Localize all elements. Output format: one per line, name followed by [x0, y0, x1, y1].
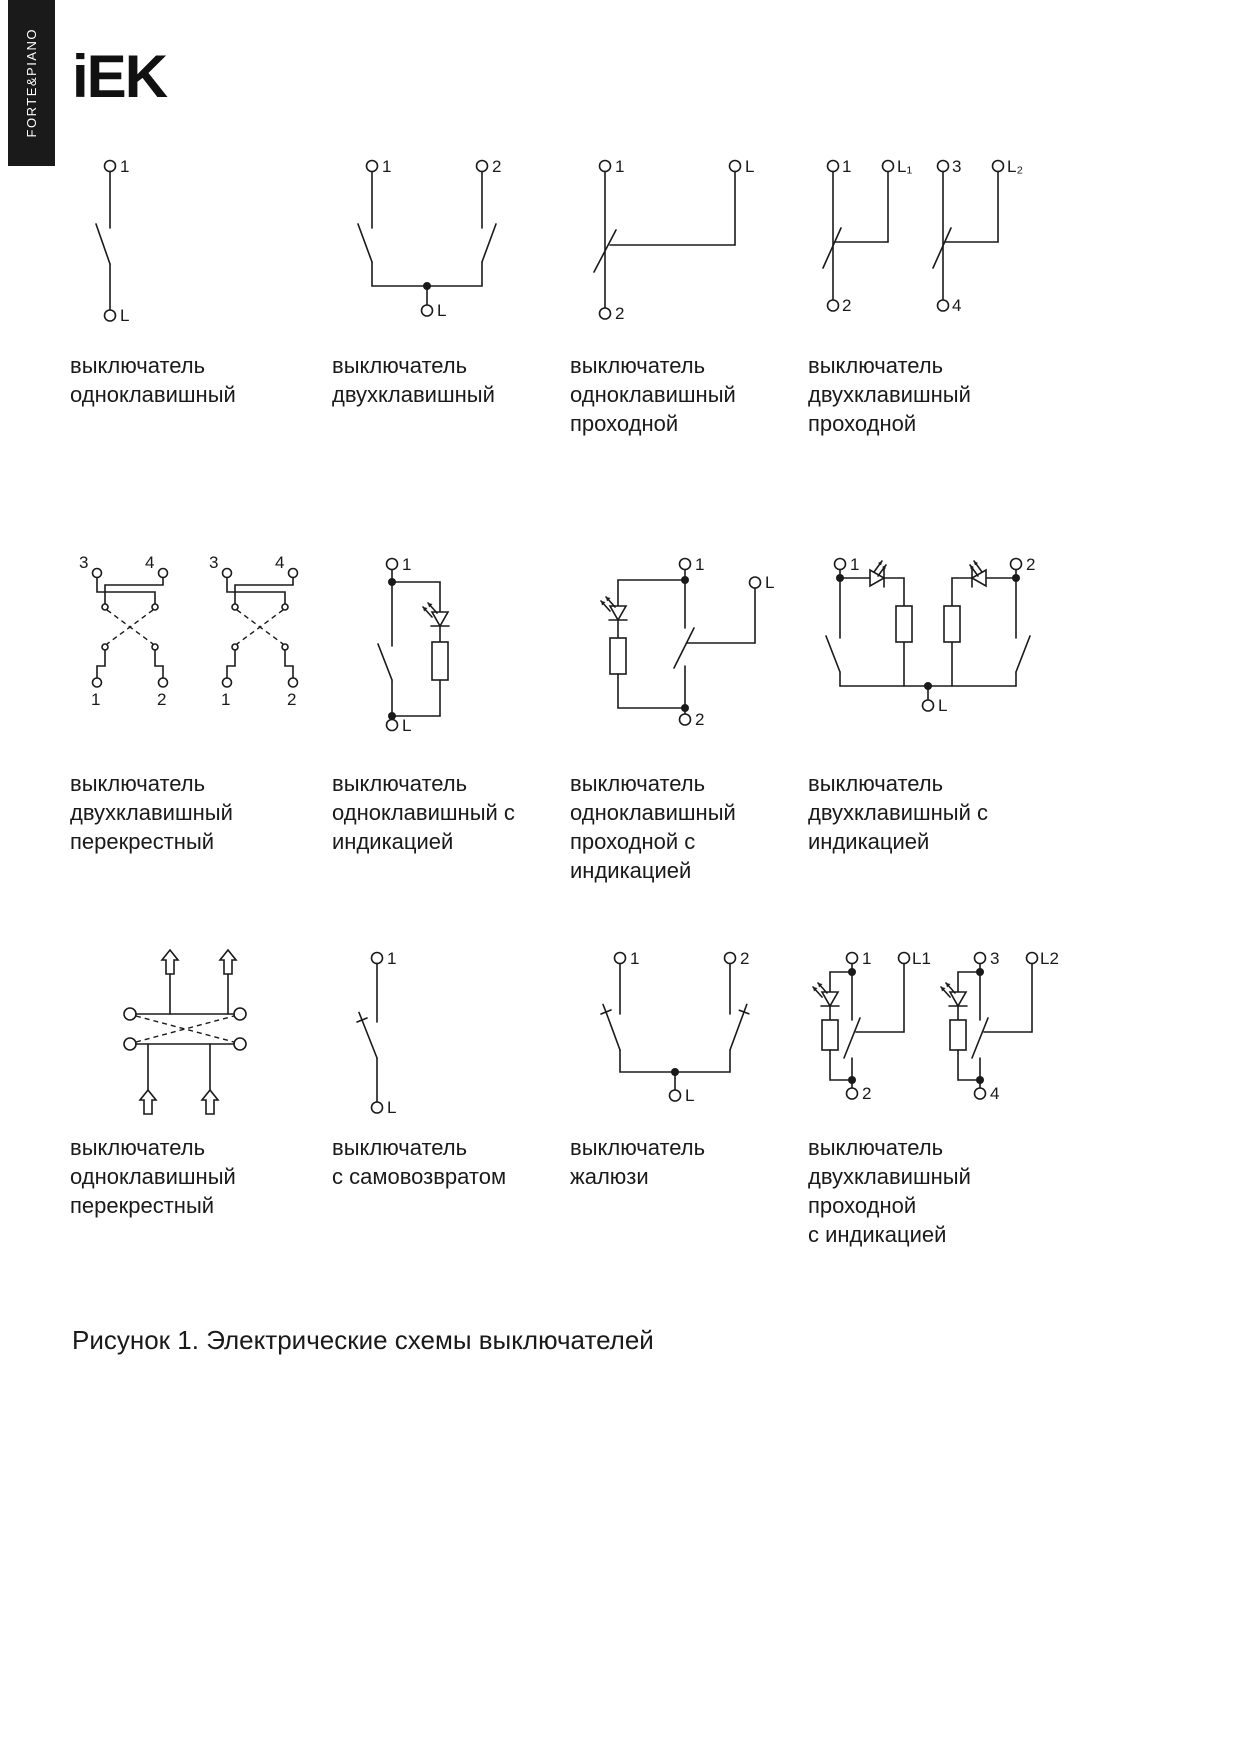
terminal-label: 1 [862, 949, 872, 968]
terminal-label: 2 [740, 949, 750, 968]
contact-circle [234, 1008, 246, 1020]
terminal-circle [1011, 559, 1022, 570]
wire [618, 580, 685, 606]
wire [97, 650, 105, 678]
schematic-single-cross [70, 942, 325, 1127]
switch-blade [482, 224, 496, 262]
wire [285, 650, 293, 678]
terminal-label: 1 [402, 555, 412, 574]
terminal-circle [938, 300, 949, 311]
schematic-single-indicator [332, 548, 587, 763]
schematic-jalousie [570, 942, 825, 1127]
brand-series-label: FORTE&PIANO [24, 28, 39, 138]
contact-circle [232, 604, 238, 610]
wire [952, 578, 972, 606]
schematic-caption: выключатель одноклавишный проходной с индикацией [570, 771, 736, 884]
jalousie-diagram [570, 942, 820, 1122]
two-key-indicator-diagram [808, 548, 1058, 748]
terminal-label: 2 [1026, 555, 1036, 574]
led-indicator-icon [941, 983, 967, 1006]
terminal-label: L [402, 716, 412, 735]
terminal-label: 3 [79, 553, 89, 572]
switch-blade [362, 1020, 377, 1058]
schematic-caption: выключатель двухклавишный проходной с индикацией [808, 1135, 971, 1248]
schematic-single-switch [70, 150, 325, 345]
terminal-circle [730, 161, 741, 172]
terminal-circle [750, 577, 761, 588]
schematic-cell-two-key-switch [332, 150, 587, 409]
terminal-circle [159, 678, 168, 687]
single-pass-through-diagram [570, 150, 820, 330]
contact-circle [282, 604, 288, 610]
switch-blade [358, 224, 372, 262]
terminal-label: 1 [120, 157, 130, 176]
cross-link-dashed [136, 1016, 234, 1042]
terminal-circle [670, 1090, 681, 1101]
resistor [950, 1020, 966, 1050]
wire [227, 650, 235, 678]
pass-through-indicator-diagram [570, 548, 820, 758]
terminal-circle [223, 678, 232, 687]
terminal-circle [828, 161, 839, 172]
led-indicator-icon [813, 983, 839, 1006]
terminal-label: L [938, 696, 948, 715]
terminal-circle [387, 720, 398, 731]
terminal-label: 2 [615, 304, 625, 323]
schematic-caption: выключатель двухклавишный с индикацией [808, 771, 988, 855]
switch-blade [674, 628, 694, 668]
schematic-cell-single-switch [70, 150, 325, 409]
wire [618, 674, 685, 708]
schematic-two-key-indicator [808, 548, 1063, 763]
schematic-cell-single-indicator [332, 548, 587, 856]
terminal-label: 4 [952, 296, 962, 315]
wire [155, 650, 163, 678]
single-switch-diagram [70, 150, 320, 330]
terminal-circle [289, 678, 298, 687]
switch-blade [823, 228, 841, 268]
terminal-label: 2 [695, 710, 705, 729]
momentary-tick [603, 1005, 606, 1013]
resistor [822, 1020, 838, 1050]
terminal-label: 4 [990, 1084, 1000, 1103]
terminal-circle [93, 569, 102, 578]
schematic-caption: выключатель с самовозвратом [332, 1135, 507, 1190]
wire [427, 262, 482, 286]
schematic-two-key-cross [70, 548, 325, 763]
terminal-label: 2 [157, 690, 167, 709]
led-indicator-icon [970, 561, 986, 587]
terminal-label: L2 [1040, 949, 1059, 968]
terminal-label: 4 [275, 553, 285, 572]
figure-caption: Рисунок 1. Электрические схемы выключателей [72, 1325, 654, 1355]
terminal-label: 1 [221, 690, 231, 709]
terminal-label: L [387, 1098, 397, 1117]
wire [372, 262, 427, 286]
two-key-pass-through-indicator-diagram [808, 942, 1068, 1112]
schematic-momentary [332, 942, 587, 1127]
terminal-label: 3 [990, 949, 1000, 968]
direction-arrow-icon [202, 1090, 218, 1114]
schematic-caption: выключатель одноклавишный перекрестный [70, 1135, 236, 1219]
terminal-label: 1 [615, 157, 625, 176]
two-key-pass-through-diagram [808, 150, 1058, 330]
contact-circle [234, 1038, 246, 1050]
switch-blade [1016, 636, 1030, 672]
switch-blade [96, 224, 110, 264]
terminal-circle [159, 569, 168, 578]
contact-circle [102, 644, 108, 650]
resistor [432, 642, 448, 680]
switch-blade [606, 1012, 620, 1050]
single-cross-diagram [70, 942, 320, 1122]
terminal-circle [883, 161, 894, 172]
terminal-circle [367, 161, 378, 172]
contact-circle [152, 604, 158, 610]
terminal-circle [372, 953, 383, 964]
terminal-label: 1 [695, 555, 705, 574]
two-key-cross-diagram [70, 548, 330, 713]
wire [830, 972, 852, 992]
terminal-label: 1 [630, 949, 640, 968]
terminal-circle [615, 953, 626, 964]
schematic-caption: выключатель двухклавишный [332, 353, 495, 408]
schematic-caption: выключатель двухклавишный перекрестный [70, 771, 233, 855]
cross-link-dashed [136, 1016, 234, 1042]
contact-circle [232, 644, 238, 650]
switch-blade [844, 1018, 860, 1058]
iek-logo: iEK [72, 43, 167, 110]
schematic-caption: выключатель одноклавишный проходной [570, 353, 736, 437]
schematic-cell-two-key-cross [70, 548, 325, 856]
led-indicator-icon [423, 603, 449, 626]
wire [958, 1050, 980, 1080]
terminal-circle [600, 161, 611, 172]
switch-blade [378, 644, 392, 680]
terminal-label: 1 [387, 949, 397, 968]
terminal-circle [477, 161, 488, 172]
schematic-cell-single-pass-through [570, 150, 825, 438]
terminal-label: 1 [842, 157, 852, 176]
terminal-circle [680, 559, 691, 570]
resistor [896, 606, 912, 642]
terminal-label: 1 [382, 157, 392, 176]
schematic-cell-two-key-indicator [808, 548, 1063, 856]
terminal-label: 2 [287, 690, 297, 709]
wire [884, 578, 904, 606]
terminal-circle [372, 1102, 383, 1113]
terminal-circle [938, 161, 949, 172]
direction-arrow-icon [140, 1090, 156, 1114]
terminal-circle [1027, 953, 1038, 964]
momentary-diagram [332, 942, 582, 1122]
momentary-tick [359, 1013, 362, 1021]
terminal-label: 2 [862, 1084, 872, 1103]
terminal-circle [725, 953, 736, 964]
switch-blade [933, 228, 951, 268]
terminal-circle [289, 569, 298, 578]
wire [620, 1050, 675, 1072]
single-indicator-diagram [332, 548, 582, 758]
terminal-label: 1 [91, 690, 101, 709]
schematic-caption: выключатель одноклавишный с индикацией [332, 771, 515, 855]
two-key-switch-diagram [332, 150, 582, 330]
terminal-circle [993, 161, 1004, 172]
terminal-circle [105, 310, 116, 321]
schematic-two-key-pass-through-indicator [808, 942, 1063, 1127]
terminal-label: L [745, 157, 755, 176]
direction-arrow-icon [220, 950, 236, 974]
terminal-label: 2 [492, 157, 502, 176]
terminal-circle [899, 953, 910, 964]
schematic-cell-jalousie [570, 942, 825, 1191]
contact-circle [124, 1008, 136, 1020]
switch-blade [972, 1018, 988, 1058]
terminal-label: L [765, 573, 775, 592]
direction-arrow-icon [162, 950, 178, 974]
schematic-cell-pass-through-indicator [570, 548, 825, 885]
terminal-circle [975, 953, 986, 964]
switch-blade [826, 636, 840, 672]
terminal-circle [923, 700, 934, 711]
terminal-circle [93, 678, 102, 687]
contact-circle [124, 1038, 136, 1050]
schematic-cell-two-key-pass-through [808, 150, 1063, 438]
terminal-label: 1 [850, 555, 860, 574]
schematic-single-pass-through [570, 150, 825, 345]
terminal-label: L [437, 301, 447, 320]
resistor [944, 606, 960, 642]
schematic-pass-through-indicator [570, 548, 825, 763]
terminal-label: 3 [209, 553, 219, 572]
terminal-circle [828, 300, 839, 311]
schematic-cell-momentary [332, 942, 587, 1191]
terminal-circle [422, 305, 433, 316]
contact-circle [102, 604, 108, 610]
brand-sidebar [8, 0, 55, 166]
terminal-circle [975, 1088, 986, 1099]
wire [830, 1050, 852, 1080]
wire [958, 972, 980, 992]
terminal-circle [680, 714, 691, 725]
terminal-circle [223, 569, 232, 578]
terminal-label: 3 [952, 157, 962, 176]
schematic-cell-two-key-pass-through-indicator [808, 942, 1063, 1249]
schematic-two-key-pass-through [808, 150, 1063, 345]
terminal-label: L1 [912, 949, 931, 968]
schematic-caption: выключатель одноклавишный [70, 353, 236, 408]
schematic-caption: выключатель жалюзи [570, 1135, 706, 1190]
terminal-circle [600, 308, 611, 319]
led-indicator-icon [870, 561, 886, 587]
led-indicator-icon [601, 597, 627, 620]
momentary-tick [744, 1004, 747, 1012]
terminal-label: 4 [145, 553, 155, 572]
schematic-caption: выключатель двухклавишный проходной [808, 353, 971, 437]
terminal-circle [387, 559, 398, 570]
switch-blade [730, 1012, 744, 1050]
resistor [610, 638, 626, 674]
terminal-label: L₂ [1007, 157, 1024, 176]
terminal-circle [835, 559, 846, 570]
terminal-circle [847, 1088, 858, 1099]
wire [675, 1050, 730, 1072]
terminal-circle [847, 953, 858, 964]
terminal-label: L [685, 1086, 695, 1105]
schematic-cell-single-cross [70, 942, 325, 1220]
schematic-two-key-switch [332, 150, 587, 345]
terminal-label: L₁ [897, 157, 913, 176]
terminal-label: L [120, 306, 130, 325]
contact-circle [282, 644, 288, 650]
terminal-label: 2 [842, 296, 852, 315]
terminal-circle [105, 161, 116, 172]
contact-circle [152, 644, 158, 650]
